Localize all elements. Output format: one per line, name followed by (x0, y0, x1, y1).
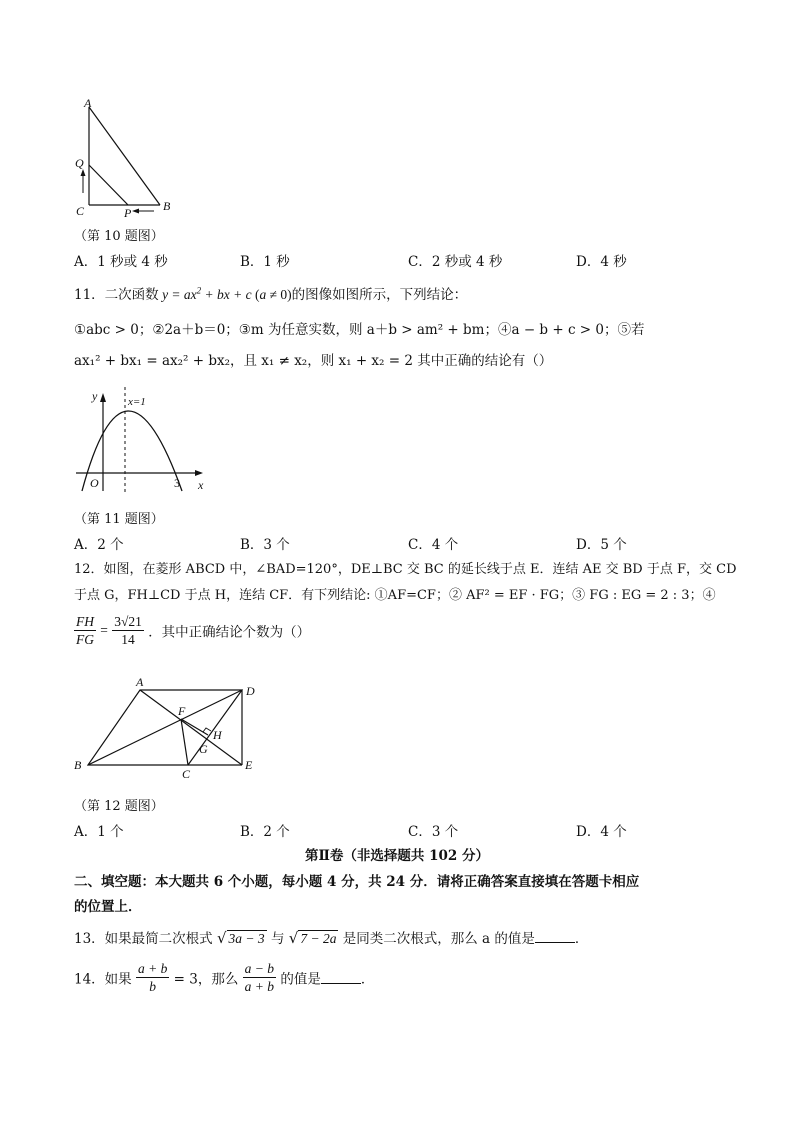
figure-12-rhombus (70, 675, 270, 780)
q13-line (74, 927, 588, 947)
q13-suffix: 是同类二次根式，那么 a 的值是 (342, 931, 535, 947)
fig12-label-h: H (213, 728, 222, 742)
q12-line2: 于点 G，FH⊥CD 于点 H，连结 CF．有下列结论: ①AF=CF；② AF² = EF · FG；③ FG : EG = 2 : 3；④ (74, 588, 716, 603)
q11-condition: (a ≠ 0) (251, 287, 292, 302)
q14-frac-1 (136, 960, 169, 995)
q11-line2: ①abc > 0；②2a＋b＝0；③m 为任意实数，则 a＋b > am² + bm；④a − b + c > 0；⑤若 (74, 322, 645, 338)
q12-tail: ．其中正确结论个数为（） (148, 624, 311, 641)
q13-radicand-1: 3a − 3 (228, 931, 265, 946)
fig12-label-a: A (136, 675, 144, 689)
q14-eq: = 3，那么 (173, 971, 239, 988)
q11-line3: ax₁² + bx₁ = ax₂² + bx₂，且 x₁ ≠ x₂，则 x₁ + x₂ = 2 其中正确的结论有（） (74, 353, 553, 369)
q12-frac-num: FH (76, 614, 94, 629)
q12-line1: 12．如图，在菱形 ABCD 中，∠BAD=120°，DE⊥BC 交 BC 的延长线于点 E．连结 AE 交 BD 于点 F，交 CD (74, 562, 737, 577)
fig12-label-f: F (178, 704, 186, 718)
q14-end: ． (360, 971, 375, 988)
q13-mid: 与 (270, 931, 285, 947)
q14-line (74, 960, 374, 995)
q10-option-d: D．4 秒 (576, 254, 627, 270)
figure-10 (70, 95, 190, 220)
fig10-label-a: A (84, 96, 92, 110)
fig12-label-g: G (199, 742, 208, 756)
q14-f2-num: a − b (244, 961, 275, 976)
sqrt-icon: √ (288, 929, 299, 947)
q11-function: $y = ax^2$ + bx + c (158, 285, 252, 302)
fig12-label-c: C (182, 767, 191, 780)
section-title: 第Ⅱ卷（非选择题共 102 分） (305, 848, 489, 864)
fig11-label-x-axis: x (198, 478, 204, 492)
q13-radicand-2: 7 − 2a (300, 931, 337, 946)
q12-option-c: C．3 个 (408, 824, 459, 840)
q11-option-b: B．3 个 (240, 537, 290, 553)
q13-end: ． (574, 931, 589, 947)
q11-line1 (74, 283, 467, 303)
q14-f1-num: a + b (137, 961, 168, 976)
fig11-label-y: y (92, 389, 98, 403)
q14-frac-2 (243, 960, 276, 995)
q11-line1-suffix: 的图像如图所示，下列结论： (291, 287, 468, 303)
q10-option-c: C．2 秒或 4 秒 (408, 254, 503, 270)
fig10-label-b: B (163, 199, 171, 213)
q11-option-d: D．5 个 (576, 537, 627, 553)
figure-11-parabola (70, 383, 215, 495)
q12-frac-den: FG (76, 632, 94, 647)
fig12-label-d: D (246, 684, 255, 698)
fig11-caption: （第 11 题图） (74, 512, 164, 527)
q12-option-b: B．2 个 (240, 824, 290, 840)
q14-f2-den: a + b (244, 979, 275, 994)
fig10-caption: （第 10 题图） (74, 229, 164, 244)
q10-option-a: A．1 秒或 4 秒 (74, 254, 168, 270)
q14-suffix: 的值是 (280, 971, 321, 988)
fig10-label-q: Q (75, 156, 84, 170)
q14-answer-blank (321, 971, 361, 984)
q11-option-a: A．2 个 (74, 537, 124, 553)
fig12-label-b: B (74, 758, 82, 772)
q14-prefix: 14．如果 (74, 971, 132, 988)
q10-option-b: B．1 秒 (240, 254, 290, 270)
section-instruction-2: 的位置上． (74, 899, 142, 915)
q14-f1-den: b (149, 979, 157, 994)
q12-option-d: D．4 个 (576, 824, 627, 840)
q12-frac-fh-fg (74, 613, 96, 648)
q12-option-a: A．1 个 (74, 824, 124, 840)
fig11-label-o: O (90, 476, 99, 490)
q13-answer-blank (535, 930, 575, 943)
fig12-label-e: E (245, 758, 253, 772)
fig12-caption: （第 12 题图） (74, 799, 164, 814)
q12-rhs-den: 14 (121, 632, 135, 647)
q13-prefix: 13．如果最简二次根式 (74, 931, 213, 947)
q12-rhs-num: 3√21 (114, 614, 142, 629)
q11-option-c: C．4 个 (408, 537, 459, 553)
fig10-label-c: C (76, 204, 85, 218)
fig11-label-3: 3 (174, 476, 180, 490)
sqrt-icon: √ (216, 929, 227, 947)
q12-line3: $\frac{FH}{FG}$ = $\frac{3√21}{14}$ ．其中正确结论个数为（） (76, 614, 311, 647)
fig10-label-p: P (124, 206, 132, 220)
q12-frac-rhs (112, 613, 144, 648)
q11-line1-prefix: 11．二次函数 (74, 287, 159, 303)
section-instruction-1: 二、填空题：本大题共 6 个小题，每小题 4 分，共 24 分．请将正确答案直接填在答题卡相应 (74, 874, 640, 890)
fig11-label-axis: x=1 (128, 396, 146, 408)
